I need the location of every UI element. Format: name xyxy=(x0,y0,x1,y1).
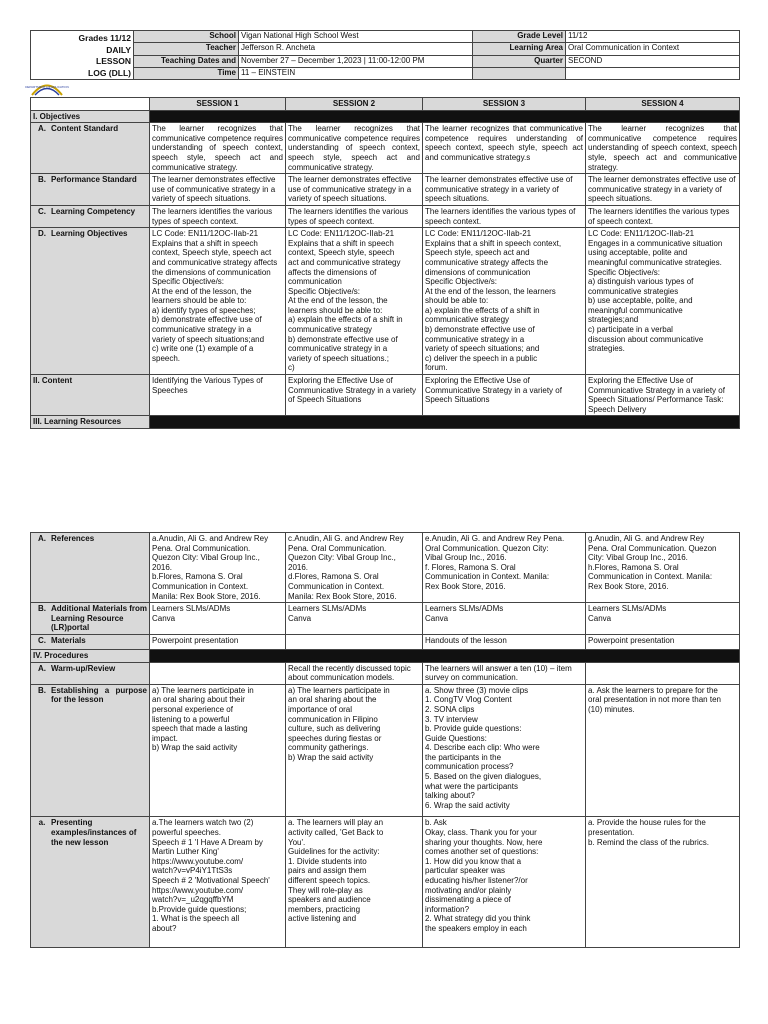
purpose-row xyxy=(31,684,740,817)
performance-standard-row xyxy=(31,174,740,206)
additional-materials-s3: Learners SLMs/ADMs Canva xyxy=(423,603,586,635)
content-standard-s4: The learner recognizes that communicative competence requires understanding of speech context, speech style, speech act and communicative strategy. xyxy=(586,123,740,174)
performance-standard-s1: The learner demonstrates effective use of communicative strategy in a variety of speech situations. xyxy=(150,174,286,206)
additional-materials-s4: Learners SLMs/ADMs Canva xyxy=(586,603,740,635)
learning-competency-s1: The learners identifies the various types of speech context. xyxy=(150,205,286,227)
learning-objectives-s3: LC Code: EN11/12OC-IIab-21 Explains that a shift in speech context, Speech style, speech act and communicative strategy affects the dimensions of communication Specific Objective/s: At the end of the lesson, the learners should be able to: a) explain the effects of a shift in communicative strategy b) demonstrate effective use of communicative strategy in a variety of speech situations; and c) deliver the speech in a public forum. xyxy=(423,228,586,375)
logo-text: DEPARTMENT OF EDUCATION xyxy=(25,85,69,89)
objectives-section-label: I. Objectives xyxy=(31,110,150,123)
learning-resources-row xyxy=(31,416,740,429)
learning-resources-label: III. Learning Resources xyxy=(31,416,150,429)
row-key: C. xyxy=(38,635,46,645)
learning-area-value: Oral Communication in Context xyxy=(566,43,740,55)
purpose-s3: a. Show three (3) movie clips 1. CongTV Vlog Content 2. SONA clips 3. TV interview b. Provide guide questions: Guide Questions: 4. Describe each clip: Who were the participants in the communication process? 5. Based on the given dialogues, what were the participants talking about? 6. Wrap the said activity xyxy=(423,684,586,817)
content-standard-s3: The learner recognizes that communicative competence requires understanding of speech context, speech style, speech act and communicative strategy.s xyxy=(423,123,586,174)
grade-level-value: 11/12 xyxy=(566,31,740,43)
additional-materials-s2: Learners SLMs/ADMs Canva xyxy=(286,603,423,635)
school-label: School xyxy=(134,31,239,43)
purpose-s1: a) The learners participate in an oral sharing about their personal experience of listening to a powerful speech that made a lasting impact. b) Wrap the said activity xyxy=(150,684,286,817)
content-standard-s2: The learner recognizes that communicative competence requires understanding of speech context, speech style, speech act and communicative strategy. xyxy=(286,123,423,174)
content-row xyxy=(31,375,740,416)
row-key: C. xyxy=(38,206,46,216)
row-key: B. xyxy=(38,604,46,614)
teacher-value: Jefferson R. Ancheta xyxy=(239,43,473,55)
blank-cell xyxy=(566,67,740,79)
content-label: II. Content xyxy=(31,375,150,416)
performance-standard-s2: The learner demonstrates effective use of communicative strategy in a variety of speech situations. xyxy=(286,174,423,206)
warmup-s4 xyxy=(586,662,740,684)
materials-s2 xyxy=(286,634,423,649)
learning-competency-s3: The learners identifies the various types of speech context. xyxy=(423,205,586,227)
purpose-label: Establishing a purpose for the lesson xyxy=(51,685,147,705)
content-s4: Exploring the Effective Use of Communicative Strategy in a variety of Speech Situations/ Performance Task: Speech Delivery xyxy=(586,375,740,416)
session-4-header: SESSION 4 xyxy=(586,98,740,111)
header-table xyxy=(30,30,740,80)
row-key: A. xyxy=(38,534,46,543)
presenting-row xyxy=(31,817,740,948)
references-s3: e.Anudin, Ali G. and Andrew Rey Pena. Oral Communication. Quezon City: Vibal Group Inc., 2016. f. Flores, Ramona S. Oral Communication in Context. Manila: Rex Book Store, 2016. xyxy=(423,533,586,603)
procedures-table xyxy=(30,532,740,948)
content-s2: Exploring the Effective Use of Communicative Strategy in a variety of Speech Situations xyxy=(286,375,423,416)
performance-standard-s4: The learner demonstrates effective use of communicative strategy in a variety of speech situations. xyxy=(586,174,740,206)
session-1-header: SESSION 1 xyxy=(150,98,286,111)
warmup-row xyxy=(31,662,740,684)
dll-title: Grades 11/12 DAILY LESSON LOG (DLL) xyxy=(31,31,134,80)
learning-competency-s4: The learners identifies the various types of speech context. xyxy=(586,205,740,227)
objectives-table xyxy=(30,97,740,429)
sessions-header-blank xyxy=(31,98,150,111)
procedures-block xyxy=(30,532,739,948)
purpose-s4: a. Ask the learners to prepare for the oral presentation in not more than ten (10) minutes. xyxy=(586,684,740,817)
materials-s3: Handouts of the lesson xyxy=(423,634,586,649)
learning-competency-s2: The learners identifies the various types of speech context. xyxy=(286,205,423,227)
teaching-dates-value: November 27 – December 1,2023 | 11:00-12:00 PM xyxy=(239,55,473,67)
presenting-s4: a. Provide the house rules for the presentation. b. Remind the class of the rubrics. xyxy=(586,817,740,948)
quarter-label: Quarter xyxy=(473,55,566,67)
learning-competency-label: Learning Competency xyxy=(51,206,136,216)
quarter-value: SECOND xyxy=(566,55,740,67)
time-value: 11 – EINSTEIN xyxy=(239,67,473,79)
content-standard-label: Content Standard xyxy=(51,124,119,134)
materials-s4: Powerpoint presentation xyxy=(586,634,740,649)
row-key: A. xyxy=(38,663,46,673)
additional-materials-label: Additional Materials from Learning Resource (LR)portal xyxy=(51,604,148,633)
row-key: B. xyxy=(38,685,46,695)
content-standard-s1: The learner recognizes that communicative competence requires understanding of speech context, speech style, speech act and communicative strategy. xyxy=(150,123,286,174)
content-s1: Identifying the Various Types of Speeches xyxy=(150,375,286,416)
references-s4: g.Anudin, Ali G. and Andrew Rey Pena. Oral Communication. Quezon City: Vibal Group Inc., 2016. h.Flores, Ramona S. Oral Communication in Context. Manila: Rex Book Store, 2016. xyxy=(586,533,740,603)
blank-grey-cell xyxy=(473,67,566,79)
deped-logo-icon xyxy=(25,80,69,96)
row-key: a. xyxy=(38,818,46,828)
row-key: B. xyxy=(38,175,46,185)
row-key: D. xyxy=(38,229,46,239)
content-s3: Exploring the Effective Use of Communicative Strategy in a variety of Speech Situations xyxy=(423,375,586,416)
warmup-s2: Recall the recently discussed topic about communication models. xyxy=(286,662,423,684)
school-value: Vigan National High School West xyxy=(239,31,473,43)
black-bar xyxy=(150,649,740,662)
presenting-s2: a. The learners will play an activity called, 'Get Back to You'. Guidelines for the activity: 1. Divide students into pairs and assign them different speech topics. They will role-play as speakers and audience members, practicing active listening and xyxy=(286,817,423,948)
performance-standard-s3: The learner demonstrates effective use of communicative strategy in a variety of speech situations. xyxy=(423,174,586,206)
grade-level-label: Grade Level xyxy=(473,31,566,43)
presenting-s1: a.The learners watch two (2) powerful speeches. Speech # 1 'I Have A Dream by Martin Luther King' https://www.youtube.com/ watch?v=vP4iY1TtS3s Speech # 2 'Motivational Speech' https://www.youtube.com/ watch?v=_u2qgqffbYM b.Provide guide questions; 1. What is the speech all about? xyxy=(150,817,286,948)
teaching-dates-label: Teaching Dates and xyxy=(134,55,239,67)
procedures-section-row xyxy=(31,649,740,662)
materials-row xyxy=(31,634,740,649)
materials-label: Materials xyxy=(51,635,86,645)
black-bar xyxy=(150,416,740,429)
learning-objectives-s2: LC Code: EN11/12OC-IIab-21 Explains that a shift in speech context, Speech style, speech act and communicative strategy affects the dimensions of communication Specific Objective/s: At the end of the lesson, the learners should be able to: a) explain the effects of a shift in communicative strategy b) demonstrate effective use of communicative strategy in a variety of speech situations.; c) xyxy=(286,228,423,375)
warmup-s3: The learners will answer a ten (10) – item survey on communication. xyxy=(423,662,586,684)
teacher-label: Teacher xyxy=(134,43,239,55)
learning-objectives-s1: LC Code: EN11/12OC-IIab-21 Explains that a shift in speech context, Speech style, speech act and communicative strategy affects the dimensions of communication Specific Objective/s: At the end of the lesson, the learners should be able to: a) identify types of speeches; b) demonstrate effective use of communicative strategy in a variety of speech situations;and c) write one (1) example of a speech. xyxy=(150,228,286,375)
learning-competency-row xyxy=(31,205,740,227)
black-bar xyxy=(150,110,740,123)
additional-materials-s1: Learners SLMs/ADMs Canva xyxy=(150,603,286,635)
references-label: References xyxy=(51,534,95,543)
references-s2: c.Anudin, Ali G. and Andrew Rey Pena. Oral Communication. Quezon City: Vibal Group Inc., 2016. d.Flores, Ramona S. Oral Communication in Context. Manila: Rex Book Store, 2016. xyxy=(286,533,423,603)
learning-objectives-s4: LC Code: EN11/12OC-IIab-21 Engages in a communicative situation using acceptable, polite and meaningful communicative strategies. Specific Objective/s: a) distinguish various types of communicative strategies b) use acceptable, polite, and meaningful communicative strategies;and c) participate in a verbal discussion about communicative strategies. xyxy=(586,228,740,375)
materials-s1: Powerpoint presentation xyxy=(150,634,286,649)
additional-materials-row xyxy=(31,603,740,635)
references-s1: a.Anudin, Ali G. and Andrew Rey Pena. Oral Communication. Quezon City: Vibal Group Inc., 2016. b.Flores, Ramona S. Oral Communication in Context. Manila: Rex Book Store, 2016. xyxy=(150,533,286,603)
performance-standard-label: Performance Standard xyxy=(51,175,137,185)
warmup-label: Warm-up/Review xyxy=(51,663,116,673)
learning-objectives-row xyxy=(31,228,740,375)
header-block xyxy=(30,30,739,80)
content-standard-row xyxy=(31,123,740,174)
session-3-header: SESSION 3 xyxy=(423,98,586,111)
objectives-block xyxy=(30,97,739,429)
session-2-header: SESSION 2 xyxy=(286,98,423,111)
learning-objectives-label: Learning Objectives xyxy=(51,229,128,239)
procedures-label: IV. Procedures xyxy=(31,649,150,662)
references-row xyxy=(31,533,740,603)
warmup-s1 xyxy=(150,662,286,684)
learning-area-label: Learning Area xyxy=(473,43,566,55)
purpose-s2: a) The learners participate in an oral sharing about the importance of oral communication in Filipino culture, such as delivering speeches during fiestas or community gatherings. b) Wrap the said activity xyxy=(286,684,423,817)
time-label: Time xyxy=(134,67,239,79)
sessions-header-row xyxy=(31,98,740,111)
presenting-label: Presenting examples/instances of the new lesson xyxy=(51,818,137,847)
objectives-section-row xyxy=(31,110,740,123)
row-key: A. xyxy=(38,124,46,134)
presenting-s3: b. Ask Okay, class. Thank you for your sharing your thoughts. Now, here comes another set of questions: 1. How did you know that a particular speaker was educating his/her listener?/or motivating and/or plainly dissimenating a piece of information? 2. What strategy did you think the speakers employ in each xyxy=(423,817,586,948)
